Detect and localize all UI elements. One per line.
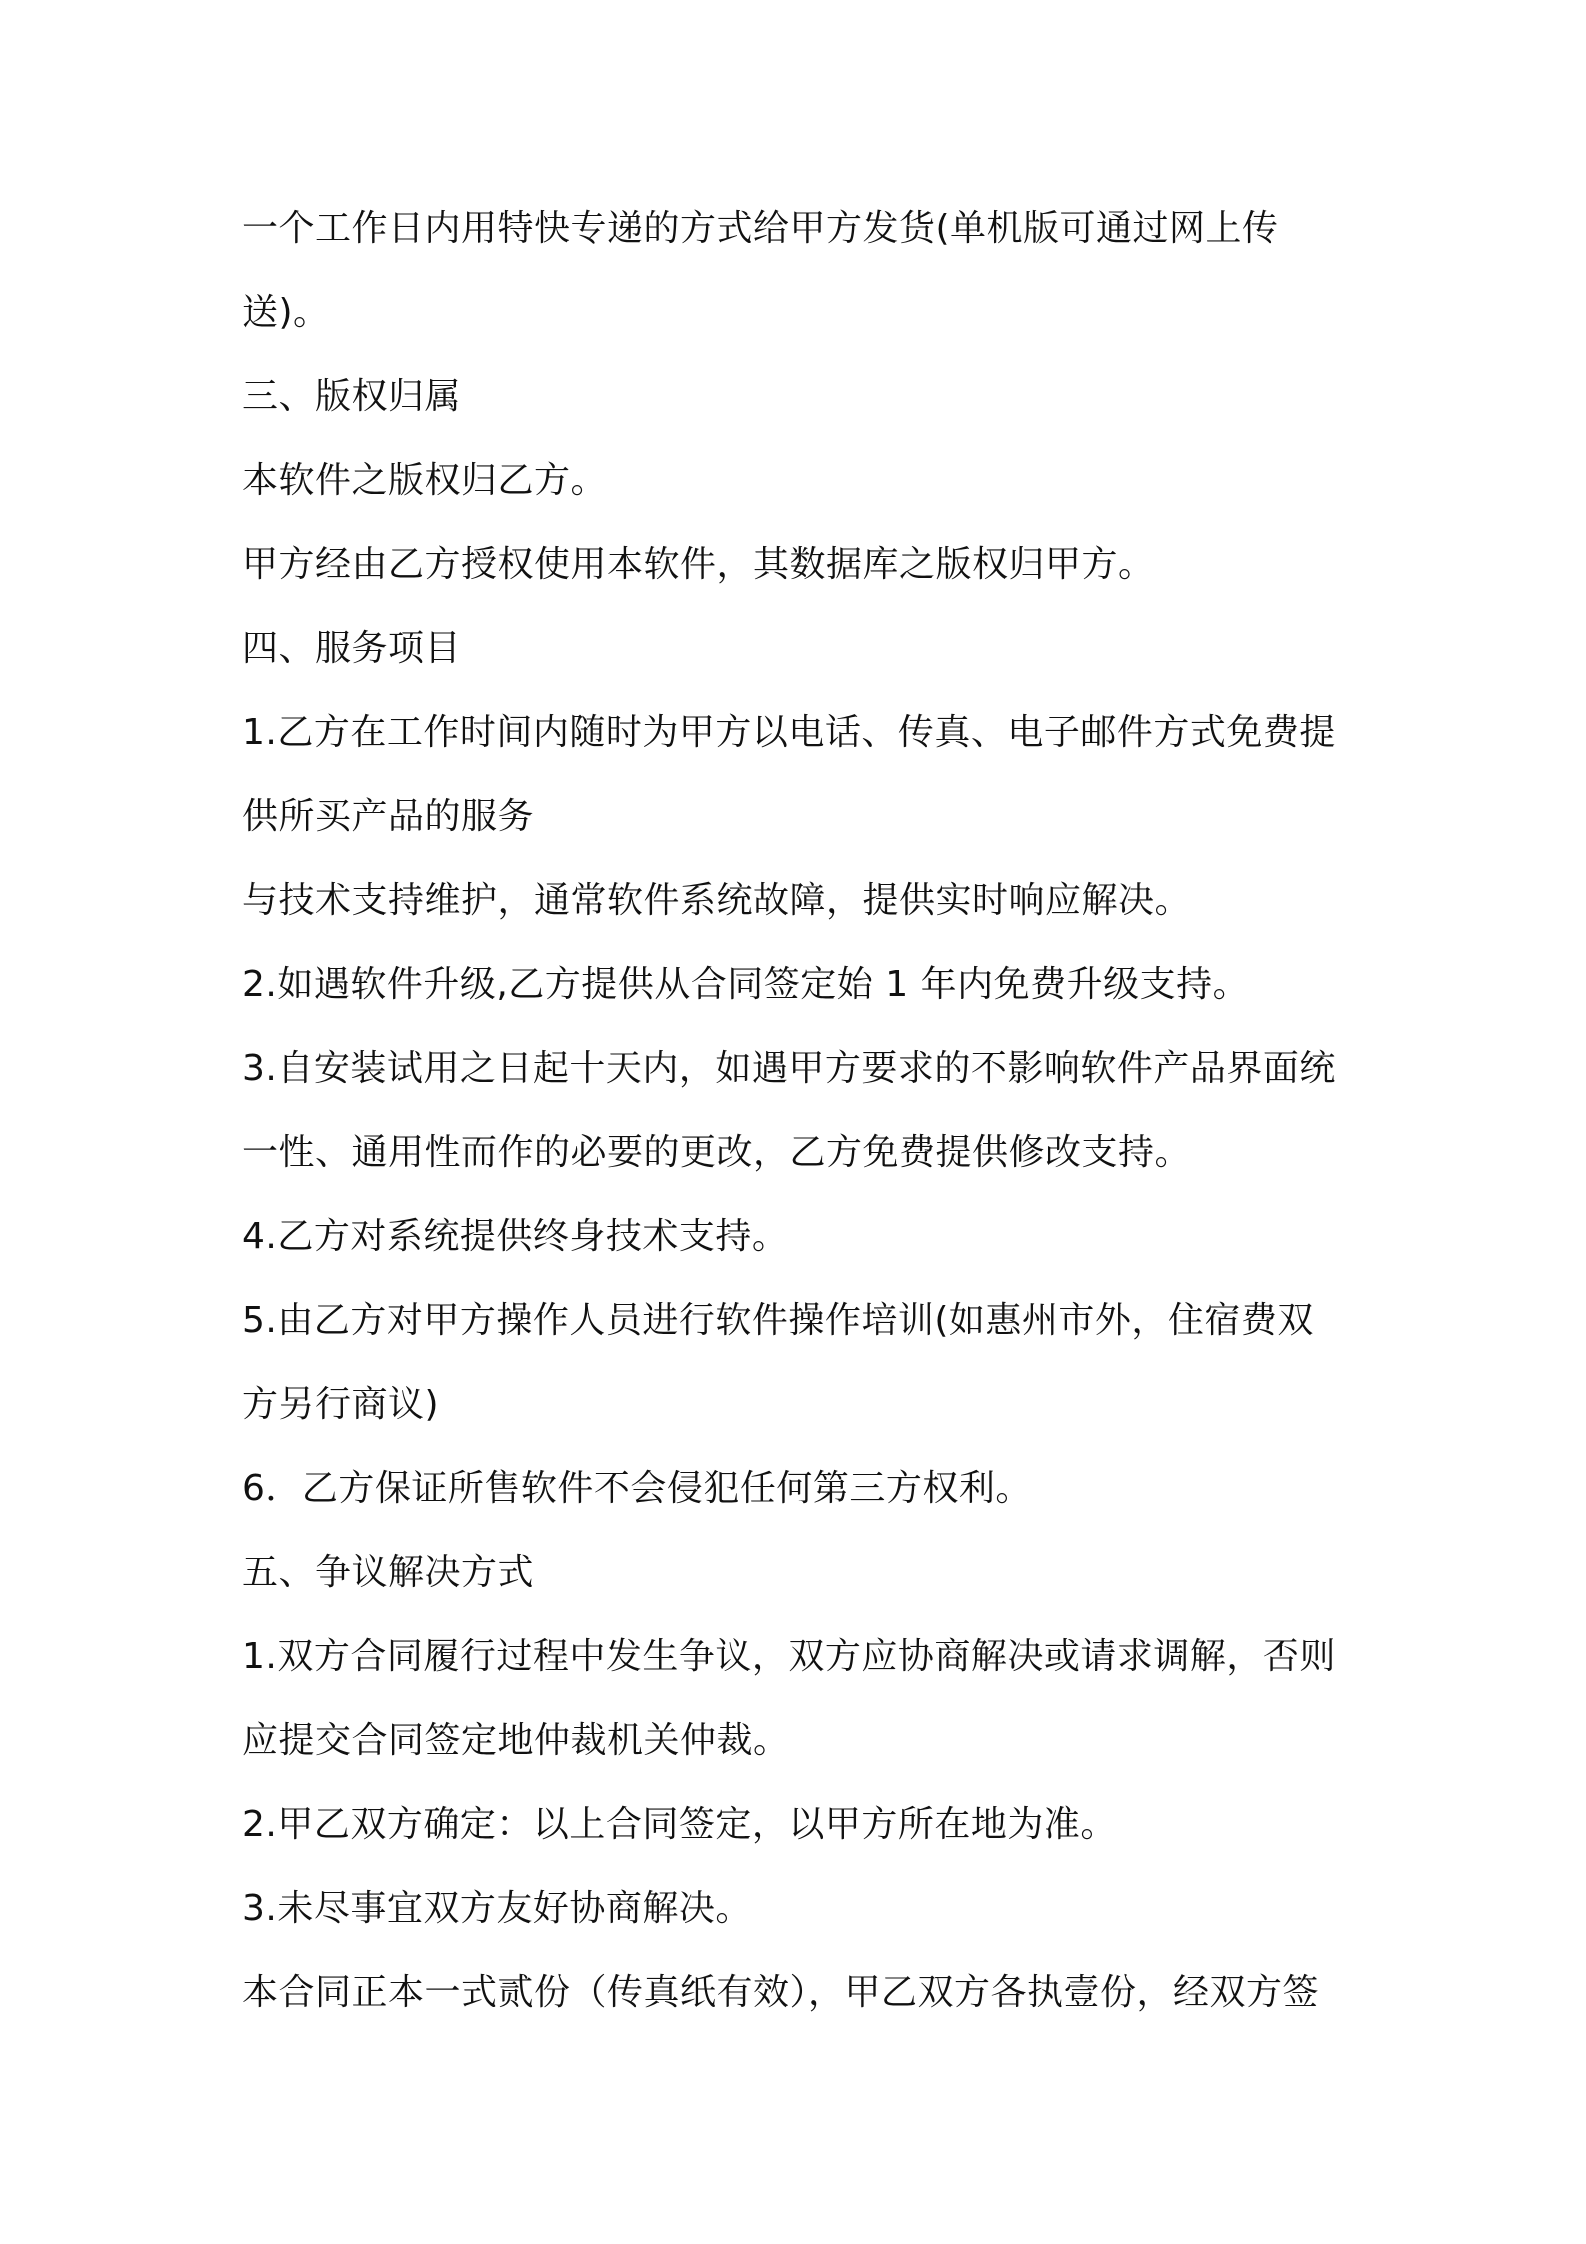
- text-line: 甲方经由乙方授权使用本软件，其数据库之版权归甲方。: [242, 544, 1155, 585]
- text-line: 应提交合同签定地仲裁机关仲裁。: [242, 1720, 790, 1761]
- section-heading: 五、争议解决方式: [242, 1552, 535, 1593]
- text-line: 与技术支持维护，通常软件系统故障，提供实时响应解决。: [242, 880, 1192, 921]
- text-line: 本软件之版权归乙方。: [242, 460, 608, 501]
- text-line: 3.未尽事宜双方友好协商解决。: [242, 1888, 752, 1929]
- text-line: 一个工作日内用特快专递的方式给甲方发货(单机版可通过网上传: [242, 208, 1279, 249]
- text-line: 4.乙方对系统提供终身技术支持。: [242, 1216, 789, 1257]
- text-line: 2.如遇软件升级,乙方提供从合同签定始 1 年内免费升级支持。: [242, 964, 1250, 1005]
- text-line: 本合同正本一式贰份（传真纸有效），甲乙双方各执壹份，经双方签: [242, 1972, 1320, 2013]
- text-line: 1.双方合同履行过程中发生争议，双方应协商解决或请求调解，否则: [242, 1636, 1336, 1677]
- text-line: 1.乙方在工作时间内随时为甲方以电话、传真、电子邮件方式免费提: [242, 712, 1336, 753]
- text-line: 供所买产品的服务: [242, 796, 535, 837]
- text-line: 5.由乙方对甲方操作人员进行软件操作培训(如惠州市外，住宿费双: [242, 1300, 1314, 1341]
- text-line: 6．乙方保证所售软件不会侵犯任何第三方权利。: [242, 1468, 1032, 1509]
- text-line: 方另行商议): [242, 1384, 440, 1425]
- text-line: 送)。: [242, 292, 330, 333]
- section-heading: 四、服务项目: [242, 628, 462, 669]
- text-line: 一性、通用性而作的必要的更改，乙方免费提供修改支持。: [242, 1132, 1192, 1173]
- text-line: 3.自安装试用之日起十天内，如遇甲方要求的不影响软件产品界面统: [242, 1048, 1336, 1089]
- text-line: 2.甲乙双方确定：以上合同签定，以甲方所在地为准。: [242, 1804, 1117, 1845]
- section-heading: 三、版权归属: [242, 376, 462, 417]
